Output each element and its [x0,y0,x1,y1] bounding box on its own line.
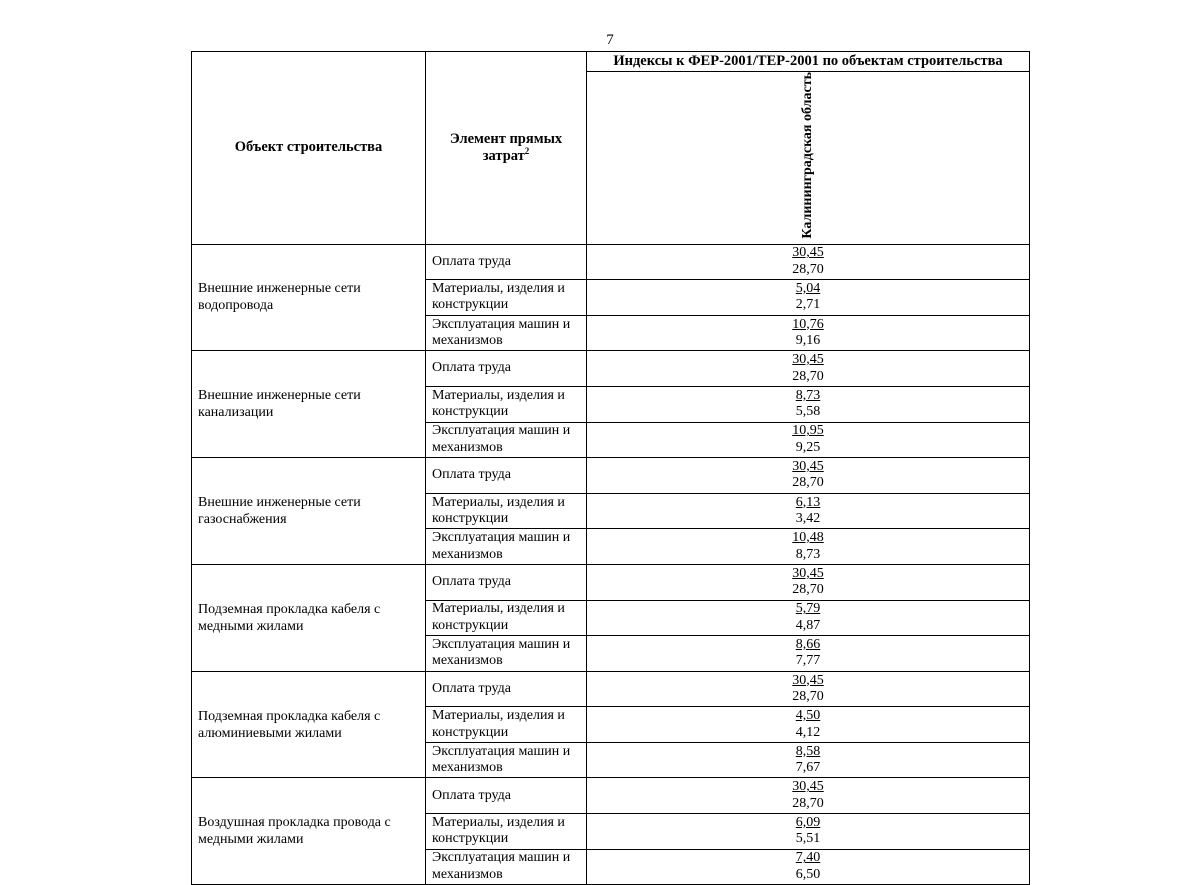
cost-element-cell: Материалы, изделия и конструкции [426,280,587,316]
header-element-column [426,52,587,245]
index-value-top: 6,13 [795,494,821,510]
index-value-top: 4,50 [795,708,821,724]
index-value-top: 5,79 [795,601,821,617]
index-value-cell [587,244,1030,280]
index-value-cell [587,351,1030,387]
index-value-cell [587,422,1030,458]
index-value-top: 6,09 [795,814,821,830]
index-value-top: 7,40 [795,850,821,866]
table-row [192,458,1030,494]
index-value-cell [587,814,1030,850]
cost-element-cell: Оплата труда [426,671,587,707]
cost-element-cell: Оплата труда [426,564,587,600]
index-value-bottom: 4,87 [795,617,821,633]
footnote-marker: 2 [524,145,530,156]
index-value-top: 8,58 [795,743,821,759]
cost-element-cell: Материалы, изделия и конструкции [426,814,587,850]
index-value-bottom: 9,16 [795,333,821,349]
table-header [192,52,1030,245]
index-value-top: 8,73 [795,387,821,403]
header-region-label: Калининградская область [800,72,815,239]
table-row [192,778,1030,814]
object-name-cell: Внешние инженерные сети газоснабжения [192,458,426,565]
cost-element-cell: Материалы, изделия и конструкции [426,707,587,743]
cost-element-cell: Оплата труда [426,778,587,814]
indices-table [191,51,1030,885]
index-value-bottom: 5,51 [795,831,821,847]
cost-element-cell: Материалы, изделия и конструкции [426,493,587,529]
index-value-cell [587,386,1030,422]
object-name-cell: Внешние инженерные сети водопровода [192,244,426,351]
index-value-bottom: 28,70 [792,368,824,384]
index-value-bottom: 6,50 [795,866,821,882]
index-value-cell [587,742,1030,778]
index-value-bottom: 28,70 [792,795,824,811]
index-value-bottom: 4,12 [795,724,821,740]
index-value-cell [587,849,1030,885]
cost-element-cell: Эксплуатация машин и механизмов [426,315,587,351]
index-value-top: 8,66 [795,636,821,652]
index-value-bottom: 9,25 [795,439,821,455]
index-value-cell [587,600,1030,636]
index-value-cell [587,529,1030,565]
table-body [192,244,1030,885]
index-value-top: 30,45 [792,245,824,261]
cost-element-cell: Материалы, изделия и конструкции [426,386,587,422]
index-value-bottom: 5,58 [795,404,821,420]
cost-element-cell: Эксплуатация машин и механизмов [426,849,587,885]
index-value-cell [587,280,1030,316]
header-indices-title: Индексы к ФЕР-2001/ТЕР-2001 по объектам строительства [587,52,1030,72]
index-value-bottom: 3,42 [795,511,821,527]
table-row [192,671,1030,707]
table-row [192,244,1030,280]
index-value-bottom: 8,73 [795,546,821,562]
index-value-top: 30,45 [792,458,824,474]
index-value-top: 10,95 [792,423,824,439]
index-value-cell [587,458,1030,494]
index-value-bottom: 28,70 [792,582,824,598]
index-value-cell [587,493,1030,529]
index-value-bottom: 7,77 [795,653,821,669]
cost-element-cell: Оплата труда [426,458,587,494]
cost-element-cell: Оплата труда [426,244,587,280]
page-number: 7 [606,32,614,48]
index-value-cell [587,671,1030,707]
index-value-cell [587,564,1030,600]
object-name-cell: Подземная прокладка кабеля с медными жилами [192,564,426,671]
cost-element-cell: Эксплуатация машин и механизмов [426,529,587,565]
cost-element-cell: Эксплуатация машин и механизмов [426,636,587,672]
index-value-top: 5,04 [795,280,821,296]
index-value-top: 30,45 [792,672,824,688]
index-value-bottom: 7,67 [795,760,821,776]
index-value-top: 30,45 [792,352,824,368]
index-value-bottom: 28,70 [792,475,824,491]
index-value-bottom: 2,71 [795,297,821,313]
index-value-cell [587,315,1030,351]
index-value-top: 10,48 [792,530,824,546]
index-value-top: 10,76 [792,316,824,332]
object-name-cell: Внешние инженерные сети канализации [192,351,426,458]
index-value-bottom: 28,70 [792,261,824,277]
index-value-top: 30,45 [792,565,824,581]
object-name-cell: Подземная прокладка кабеля с алюминиевыми жилами [192,671,426,778]
header-object-column: Объект строительства [192,52,426,245]
header-region-cell [587,72,1030,245]
cost-element-cell: Оплата труда [426,351,587,387]
table-row [192,351,1030,387]
table-row [192,564,1030,600]
cost-element-cell: Эксплуатация машин и механизмов [426,422,587,458]
index-value-cell [587,636,1030,672]
index-value-cell [587,707,1030,743]
index-value-cell [587,778,1030,814]
object-name-cell: Воздушная прокладка провода с медными жилами [192,778,426,885]
header-element-label: Элемент прямых затрат [449,130,563,164]
cost-element-cell: Материалы, изделия и конструкции [426,600,587,636]
index-value-top: 30,45 [792,779,824,795]
index-value-bottom: 28,70 [792,689,824,704]
cost-element-cell: Эксплуатация машин и механизмов [426,742,587,778]
